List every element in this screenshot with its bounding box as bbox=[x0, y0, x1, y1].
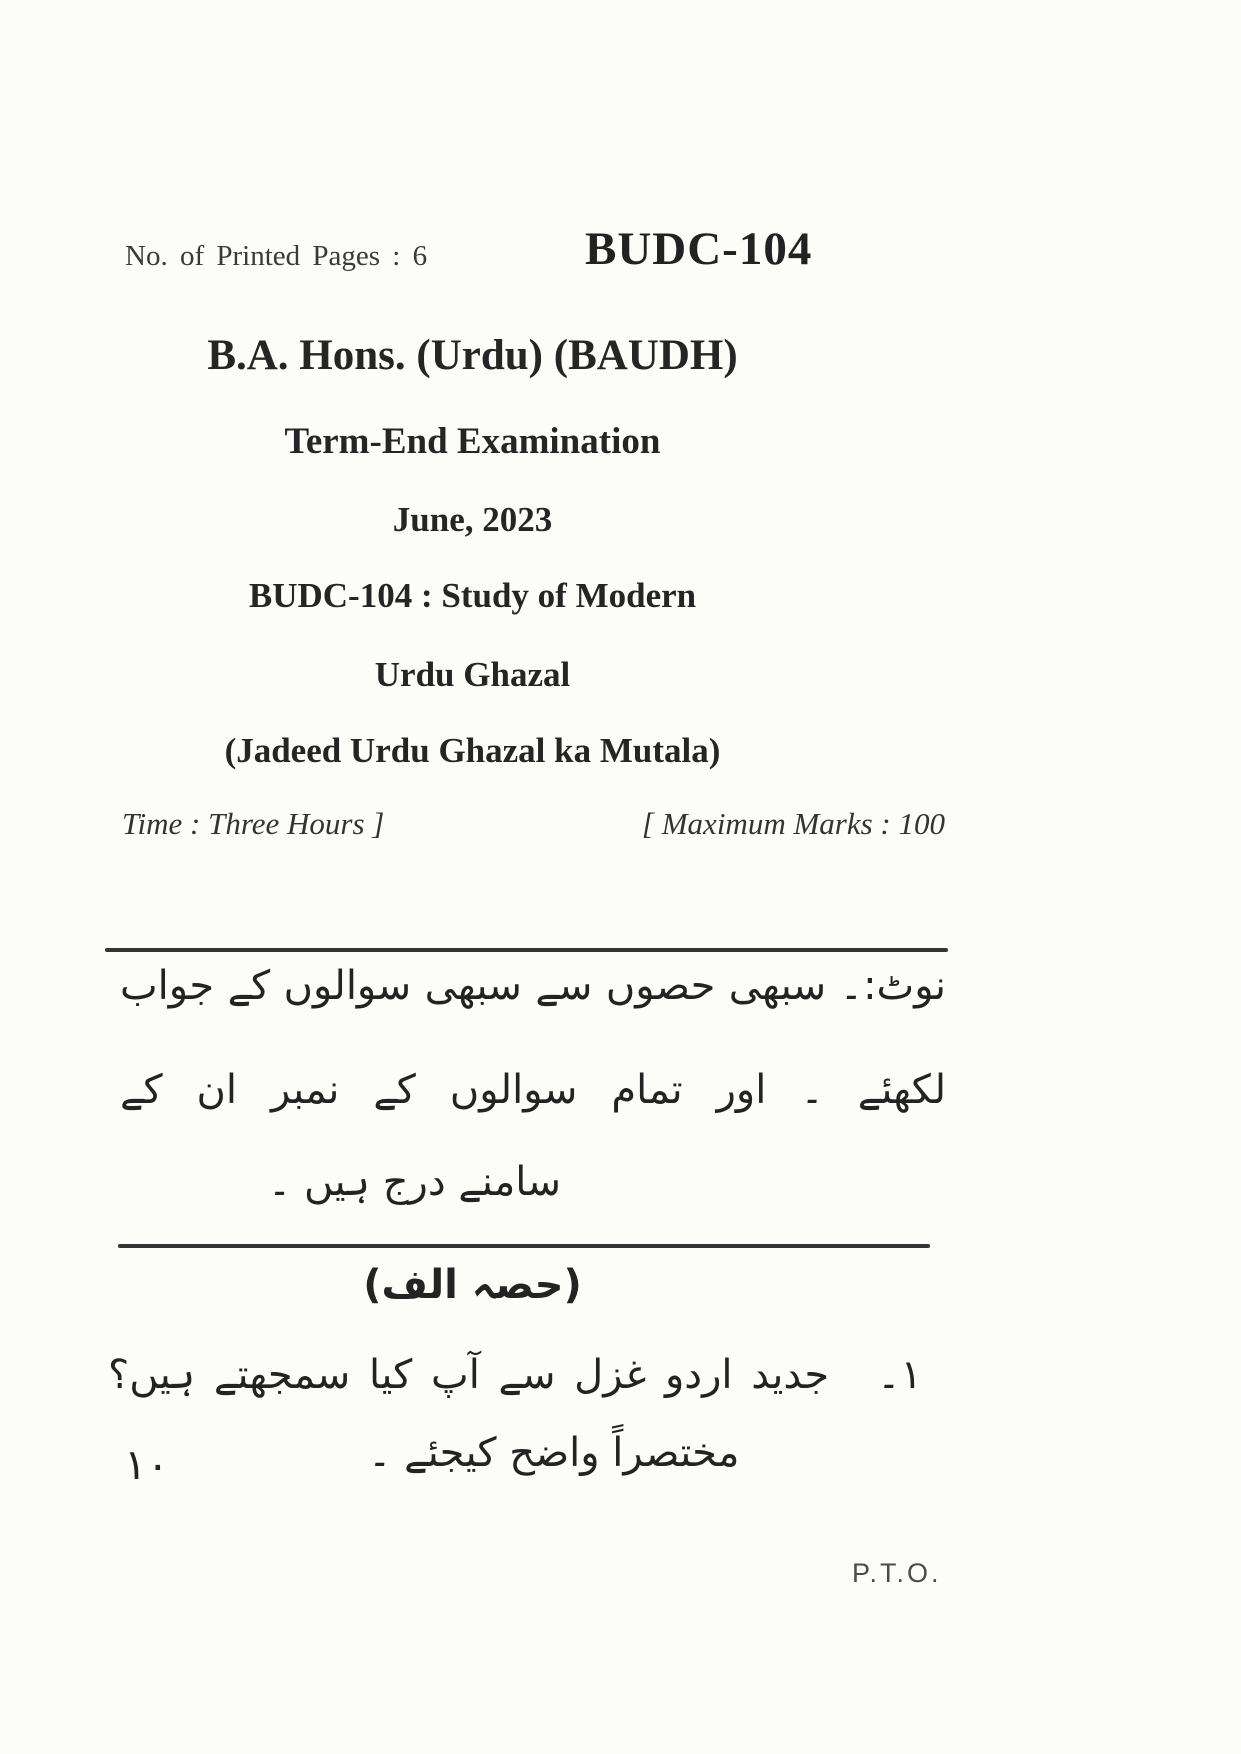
exam-title: Term-End Examination bbox=[284, 421, 661, 462]
printed-pages-label: No. of Printed Pages : 6 bbox=[125, 240, 428, 272]
question-1-number: ۱۔ bbox=[877, 1352, 922, 1398]
paper-code: BUDC-104 bbox=[585, 223, 813, 275]
horizontal-rule-top bbox=[105, 948, 948, 952]
question-1-row bbox=[108, 1352, 922, 1398]
question-1-text-line2: مختصراً واضح کیجئے ۔ bbox=[368, 1430, 740, 1476]
subject-title-line2: Urdu Ghazal bbox=[374, 655, 571, 694]
time-allowed-label: Time : Three Hours ] bbox=[122, 806, 385, 841]
question-1-marks: ۱۰ bbox=[124, 1440, 170, 1489]
section-a-heading: (حصہ الف) bbox=[363, 1262, 582, 1308]
subject-title-line1: BUDC-104 : Study of Modern bbox=[248, 576, 697, 615]
maximum-marks-label: [ Maximum Marks : 100 bbox=[641, 806, 945, 841]
subject-title-urdu-transliteration: (Jadeed Urdu Ghazal ka Mutala) bbox=[224, 731, 721, 770]
time-marks-row bbox=[122, 806, 945, 842]
course-title: B.A. Hons. (Urdu) (BAUDH) bbox=[207, 332, 738, 379]
exam-session: June, 2023 bbox=[392, 500, 553, 539]
note-urdu-line2: لکھئے ۔ اور تمام سوالوں کے نمبر ان کے bbox=[120, 1067, 946, 1113]
note-urdu-line1: نوٹ:۔ سبھی حصوں سے سبھی سوالوں کے جواب bbox=[120, 963, 946, 1009]
note-urdu-line3: سامنے درج ہیں ۔ bbox=[267, 1159, 561, 1205]
pto-label: P.T.O. bbox=[852, 1558, 942, 1588]
question-1-text: جدید اردو غزل سے آپ کیا سمجھتے ہیں؟ bbox=[108, 1352, 830, 1398]
horizontal-rule-section bbox=[118, 1244, 930, 1248]
